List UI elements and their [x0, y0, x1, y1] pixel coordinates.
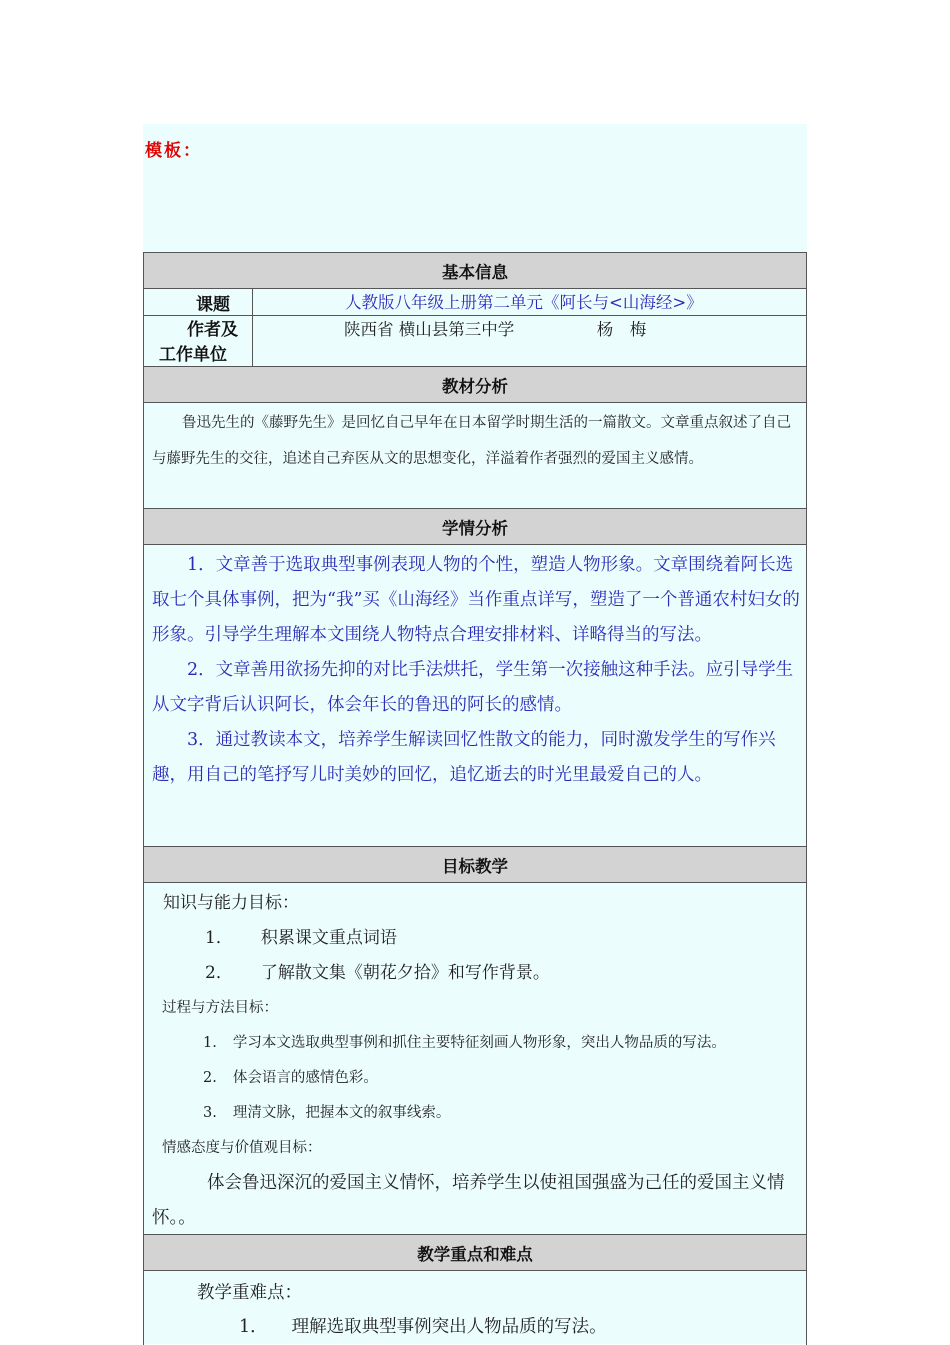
- topic-row: [144, 289, 806, 316]
- list-number: 1．: [239, 1317, 268, 1337]
- learner-item: 2．文章善用欲扬先抑的对比手法烘托，学生第一次接触这种手法。应引导学生从文字背后认识阿长，体会年长的鲁迅的阿长的感情。: [152, 660, 794, 715]
- list-text: 理清文脉，把握本文的叙事线索。: [232, 1105, 451, 1121]
- author-name: 杨 梅: [596, 320, 647, 339]
- keypoints-content: [144, 1271, 806, 1345]
- list-item: [152, 1026, 806, 1061]
- author-row: [144, 316, 806, 367]
- author-unit: 陕西省 横山县第三中学: [344, 320, 515, 339]
- knowledge-title: 知识与能力目标：: [163, 893, 299, 913]
- author-label: [144, 316, 253, 366]
- goals-content: [144, 883, 806, 1234]
- list-text: 了解散文集《朝花夕拾》和写作背景。: [260, 963, 550, 983]
- section-header-learner: 学情分析: [144, 509, 806, 545]
- section-header-goals: 目标教学: [144, 847, 806, 883]
- topic-label: 课题: [144, 289, 253, 315]
- lesson-plan-table: [143, 252, 807, 1345]
- knowledge-list: [152, 914, 806, 991]
- section-header-keypoints: 教学重点和难点: [144, 1235, 806, 1271]
- learner-item: 1．文章善于选取典型事例表现人物的个性，塑造人物形象。文章围绕着阿长选取七个具体事例，把为“我”买《山海经》当作重点详写，塑造了一个普通农村妇女的形象。引导学生理解本文围绕人物特点合理安排材料、详略得当的写法。: [152, 555, 800, 645]
- author-value: [253, 316, 806, 366]
- list-item: [152, 1061, 806, 1096]
- emotion-text: 体会鲁迅深沉的爱国主义情怀，培养学生以使祖国强盛为己任的爱国主义情怀。。: [152, 1173, 785, 1228]
- topic-value: 人教版八年级上册第二单元《阿长与<山海经>》: [345, 293, 703, 312]
- author-label-line1: 作者及: [187, 320, 238, 340]
- list-number: 3.: [203, 1105, 217, 1121]
- list-text: 理解选取典型事例突出人物品质的写法。: [291, 1317, 607, 1337]
- list-item: [152, 1096, 806, 1131]
- list-number: 2.: [203, 1070, 217, 1086]
- list-item: [152, 956, 806, 991]
- section-header-basic: 基本信息: [144, 253, 806, 289]
- emotion-title: 情感态度与价值观目标：: [162, 1140, 322, 1156]
- keypoints-body: [144, 1271, 806, 1345]
- list-item: [144, 1310, 806, 1344]
- section-header-material: 教材分析: [144, 367, 806, 403]
- material-text: 鲁迅先生的《藤野先生》是回忆自己早年在日本留学时期生活的一篇散文。文章重点叙述了自己与藤野先生的交往，追述自己弃医从文的思想变化，洋溢着作者强烈的爱国主义感情。: [152, 415, 791, 467]
- process-list: [152, 1026, 806, 1131]
- learner-item: 3．通过教读本文，培养学生解读回忆性散文的能力，同时激发学生的写作兴趣，用自己的笔抒写儿时美妙的回忆，追忆逝去的时光里最爱自己的人。: [152, 730, 776, 785]
- learner-body: [144, 545, 806, 847]
- goals-body: [144, 883, 806, 1235]
- keypoints-title: 教学重难点：: [197, 1283, 302, 1303]
- list-number: 1.: [203, 1035, 217, 1051]
- list-text: 积累课文重点词语: [260, 928, 397, 948]
- list-text: 学习本文选取典型事例和抓住主要特征刻画人物形象，突出人物品质的写法。: [232, 1035, 726, 1051]
- list-number: 1．: [205, 928, 233, 948]
- list-number: 2．: [205, 963, 233, 983]
- learner-text: [144, 545, 806, 846]
- template-label: 模板：: [145, 141, 202, 161]
- list-text: 体会语言的感情色彩。: [232, 1070, 378, 1086]
- material-body: [144, 403, 806, 509]
- list-item: [152, 921, 806, 956]
- author-label-line2: 工作单位: [159, 345, 227, 365]
- process-title: 过程与方法目标：: [162, 1000, 278, 1016]
